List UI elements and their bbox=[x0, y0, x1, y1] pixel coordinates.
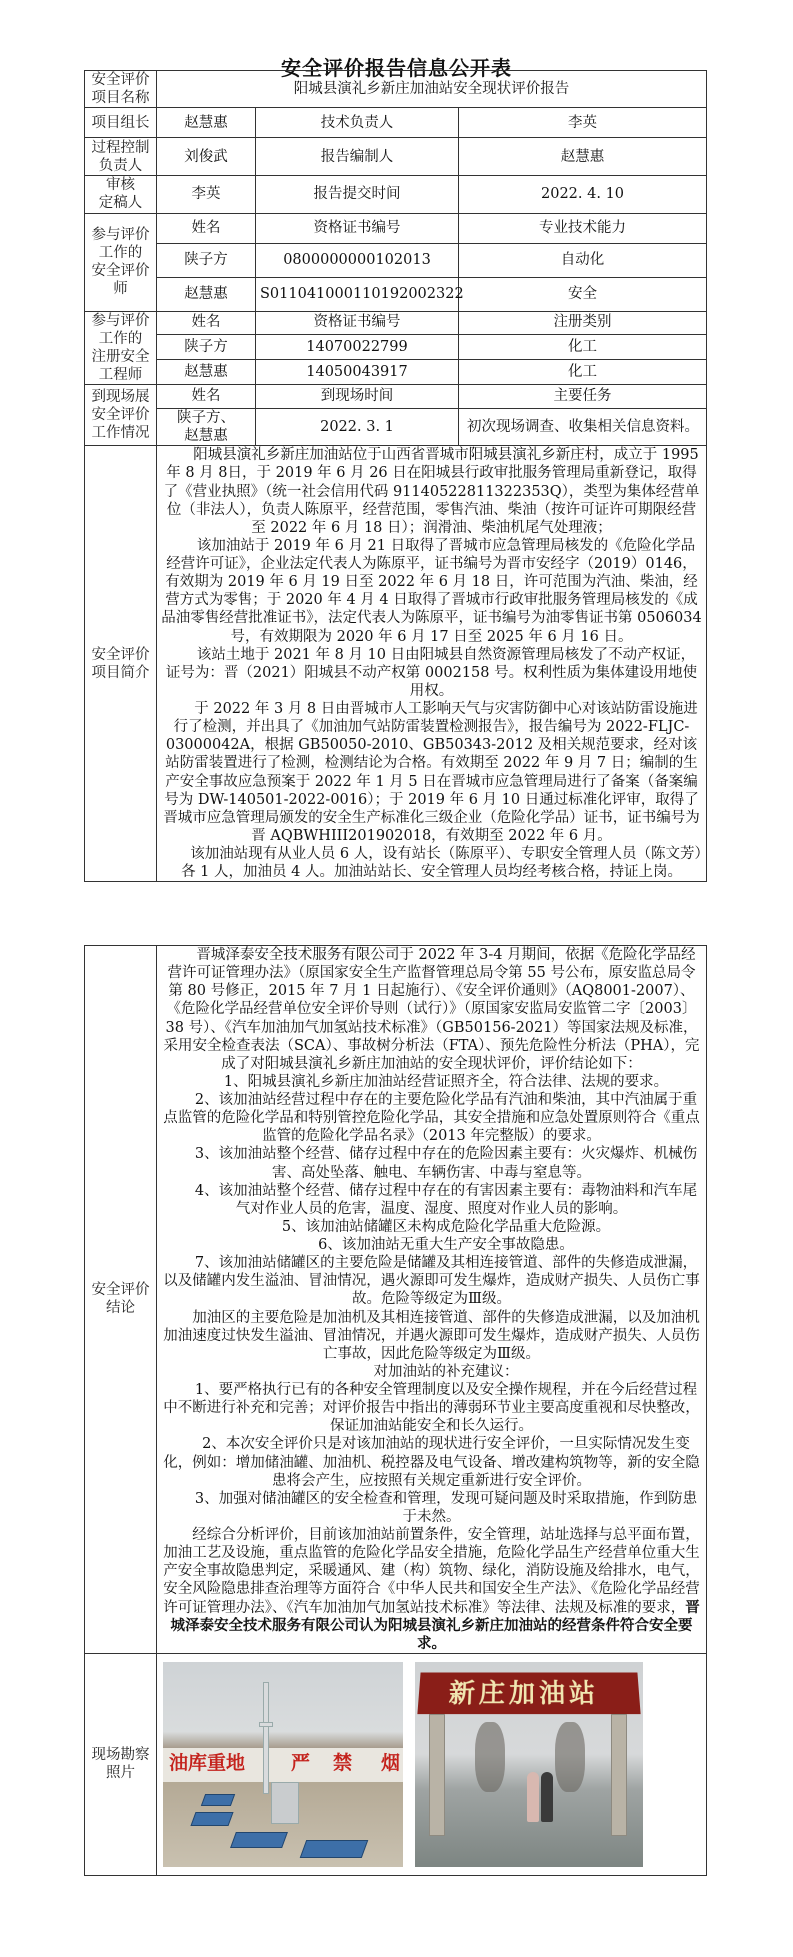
tank-cover bbox=[190, 1812, 233, 1826]
evaluator-name: 陕子方 bbox=[157, 243, 256, 277]
conclusion-final-statement: 晋城泽泰安全技术服务有限公司认为阳城县演礼乡新庄加油站的经营条件符合安全要求。 bbox=[170, 1598, 700, 1652]
station-canopy bbox=[417, 1672, 640, 1714]
site-photo-station-entrance bbox=[415, 1662, 643, 1867]
label-leader: 项目组长 bbox=[85, 108, 157, 138]
value-process-ctrl: 刘俊武 bbox=[157, 138, 256, 176]
value-leader: 赵慧惠 bbox=[157, 108, 256, 138]
table-row bbox=[85, 334, 707, 359]
header-reg-type: 注册类别 bbox=[459, 311, 707, 334]
table-row bbox=[85, 359, 707, 384]
evaluator-skill: 安全 bbox=[459, 277, 707, 311]
summary-paragraph: 阳城县演礼乡新庄加油站位于山西省晋城市阳城县演礼乡新庄村，成立于 1995 年 8 月 8日，于 2019 年 6 月 26 日在阳城县行政审批服务管理局重新登记，取得了《营业执照》（统一社会信用代码 91140522811322353Q），类型为集体经营单位（非法人），负责人陈原平，经营范围，零售汽油、柴油（按许可证许可期限经营至 2022 年 6 月 18 日）；润滑油、柴油机尾气处理液； bbox=[163, 447, 700, 536]
value-auditor: 李英 bbox=[157, 176, 256, 213]
warning-wall bbox=[163, 1748, 403, 1782]
tree bbox=[475, 1722, 505, 1792]
canopy-column bbox=[429, 1714, 445, 1836]
conclusion-text bbox=[157, 946, 707, 1654]
photos-cell bbox=[157, 1653, 707, 1875]
wall-text: 烟 bbox=[381, 1751, 401, 1774]
engineer-name: 陕子方 bbox=[157, 334, 256, 359]
conclusion-paragraph: 对加油站的补充建议： bbox=[373, 1363, 519, 1380]
person bbox=[541, 1772, 553, 1822]
engineer-cert: 14070022799 bbox=[256, 334, 459, 359]
visit-names: 陕子方、 赵慧惠 bbox=[157, 409, 256, 446]
page-title: 安全评价报告信息公开表 bbox=[281, 56, 512, 80]
label-eval-staff: 参与评价 工作的 安全评价 师 bbox=[85, 213, 157, 311]
tank-cover bbox=[230, 1832, 288, 1848]
conclusion-paragraph: 6、该加油站无重大生产安全事故隐患。 bbox=[318, 1237, 574, 1253]
info-table bbox=[84, 70, 707, 882]
summary-paragraph: 于 2022 年 3 月 8 日由晋城市人工影响天气与灾害防御中心对该站防雷设施进行了检测，并出具了《加油加气站防雷装置检测报告》，报告编号为 2022-FLJC-03000042A，根据 GB50050-2010、GB50343-2012 及相关规范要求，经对该站防雷装置进行了检测，检测结论为合格。有效期至 2022 年 9 月 7 日；编制的生产安全事故应急预案于 2022 年 1 月 5 日在晋城市应急管理局进行了备案（备案编号为 DW-140501-2022-0016）；于 2019 年 6 月 10 日通过标准化评审，取得了晋城市应急管理局颁发的安全生产标准化三级企业（危险化学品）证书，证书编号为晋 AQBWHIII201902018，有效期至 2022 年 6 月。 bbox=[163, 701, 700, 844]
conclusion-paragraph: 1、要严格执行已有的各种安全管理制度以及安全操作规程，并在今后经营过程中不断进行补充和完善；对评价报告中指出的薄弱环节业主要高度重视和尽快整改，保证加油站能安全和长久运行。 bbox=[163, 1382, 700, 1435]
tree bbox=[555, 1722, 585, 1792]
label-auditor: 审核 定稿人 bbox=[85, 176, 157, 213]
conclusion-paragraph: 加油区的主要危险是加油机及其相连接管道、部件的失修造成泄漏，以及加油机加油速度过快发生溢油、冒油情况，并遇火源即可发生爆炸，造成财产损失、人员伤亡事故，因此危险等级定为Ⅲ级。 bbox=[163, 1309, 700, 1362]
table-row bbox=[85, 277, 707, 311]
site-photo-tank-area bbox=[163, 1662, 403, 1867]
wall-text: 油库重地 bbox=[169, 1751, 246, 1774]
label-process-ctrl: 过程控制 负责人 bbox=[85, 138, 157, 176]
station-sign-text: 新庄加油站 bbox=[448, 1679, 600, 1709]
label-photos: 现场勘察 照片 bbox=[85, 1653, 157, 1875]
conclusion-paragraph: 晋城泽泰安全技术服务有限公司于 2022 年 3-4 月期间，依据《危险化学品经营许可证管理办法》（原国家安全生产监督管理总局令第 55 号公布，原安监总局令第 80 号修正，2015 年 7 月 1 日起施行）、《安全评价通则》（AQ8001-2007）、《危险化学品经营单位安全评价导则（试行）》（原国家安监局安监管二字〔2003〕38 号）、《汽车加油加气加氢站技术标准》（GB50156-2021）等国家法规及标准，采用安全检查表法（SCA）、事故树分析法（FTA）、预先危险性分析法（PHA），完成了对阳城县演礼乡新庄加油站的安全现状评价，评价结论如下： bbox=[163, 947, 700, 1072]
conclusion-paragraph: 7、该加油站储罐区的主要危险是储罐及其相连接管道、部件的失修造成泄漏，以及储罐内发生溢油、冒油情况，遇火源即可发生爆炸，造成财产损失、人员伤亡事故。危险等级定为Ⅲ级。 bbox=[163, 1255, 700, 1308]
visit-time: 2022. 3. 1 bbox=[256, 409, 459, 446]
engineer-cert: 14050043917 bbox=[256, 359, 459, 384]
evaluator-cert: S011041000110192002322 bbox=[256, 277, 459, 311]
label-project-name: 安全评价 项目名称 bbox=[85, 71, 157, 108]
equipment-box bbox=[271, 1782, 299, 1824]
conclusion-paragraph: 3、加强对储油罐区的安全检查和管理，发现可疑问题及时采取措施，作到防患于未然。 bbox=[194, 1490, 698, 1525]
evaluator-skill: 自动化 bbox=[459, 243, 707, 277]
header-name: 姓名 bbox=[157, 385, 256, 409]
label-reg-engineer: 参与评价 工作的 注册安全 工程师 bbox=[85, 311, 157, 385]
engineer-name: 赵慧惠 bbox=[157, 359, 256, 384]
value-submit-time: 2022. 4. 10 bbox=[459, 176, 707, 213]
label-site-visit: 到现场展 安全评价 工作情况 bbox=[85, 385, 157, 446]
header-main-task: 主要任务 bbox=[459, 385, 707, 409]
header-cert-no: 资格证书编号 bbox=[256, 213, 459, 243]
canopy-column bbox=[611, 1714, 627, 1836]
label-submit-time: 报告提交时间 bbox=[256, 176, 459, 213]
conclusion-paragraph: 3、该加油站整个经营、储存过程中存在的危险因素主要有：火灾爆炸、机械伤害、高处坠落、触电、车辆伤害、中毒与窒息等。 bbox=[194, 1146, 698, 1181]
header-visit-time: 到现场时间 bbox=[256, 385, 459, 409]
tank-cover bbox=[300, 1840, 369, 1858]
value-tech-lead: 李英 bbox=[459, 108, 707, 138]
conclusion-paragraph: 4、该加油站整个经营、储存过程中存在的有害因素主要有：毒物油料和汽车尾气对作业人员的危害，温度、湿度、照度对作业人员的影响。 bbox=[194, 1182, 698, 1217]
person bbox=[527, 1772, 539, 1822]
header-cert-no: 资格证书编号 bbox=[256, 311, 459, 334]
vent-pipe bbox=[259, 1722, 273, 1727]
header-name: 姓名 bbox=[157, 311, 256, 334]
conclusion-table bbox=[84, 945, 707, 1876]
engineer-type: 化工 bbox=[459, 334, 707, 359]
label-writer: 报告编制人 bbox=[256, 138, 459, 176]
vent-pipe bbox=[263, 1682, 269, 1794]
value-project-name: 阳城县演礼乡新庄加油站安全现状评价报告 bbox=[157, 71, 707, 108]
label-conclusion: 安全评价 结论 bbox=[85, 946, 157, 1654]
label-summary: 安全评价 项目简介 bbox=[85, 446, 157, 882]
summary-paragraph: 该站土地于 2021 年 8 月 10 日由阳城县自然资源管理局核发了不动产权证，证号为：晋（2021）阳城县不动产权第 0002158 号。权利性质为集体建设用地使用权。 bbox=[165, 646, 698, 699]
table-row bbox=[85, 409, 707, 446]
evaluator-name: 赵慧惠 bbox=[157, 277, 256, 311]
conclusion-paragraph: 1、阳城县演礼乡新庄加油站经营证照齐全，符合法律、法规的要求。 bbox=[223, 1073, 669, 1090]
evaluator-cert: 0800000000102013 bbox=[256, 243, 459, 277]
summary-paragraph: 该加油站于 2019 年 6 月 21 日取得了晋城市应急管理局核发的《危险化学品经营许可证》，企业法定代表人为陈原平，证书编号为晋市安经字（2019）0146，有效期为 2019 年 6 月 19 日至 2022 年 6 月 18 日，许可范围为汽油、柴油，经营方式为零售；于 2020 年 4 月 4 日取得了晋城市行政审批服务管理局核发的《成品油零售经营批准证书》，法定代表人为陈原平，证书编号为油零售证书第 0506034 号，有效期限为 2020 年 6 月 17 日至 2025 年 6 月 16 日。 bbox=[161, 537, 702, 645]
engineer-type: 化工 bbox=[459, 359, 707, 384]
conclusion-paragraph: 2、该加油站经营过程中存在的主要危险化学品有汽油和柴油，其中汽油属于重点监管的危险化学品和特别管控危险化学品，其安全措施和应急处置原则符合《重点监管的危险化学品名录》（2013 年完整版）的要求。 bbox=[163, 1092, 700, 1145]
wall-text: 禁 bbox=[333, 1751, 353, 1774]
conclusion-paragraph: 2、本次安全评价只是对该加油站的现状进行安全评价，一旦实际情况发生变化，例如：增加储油罐、加油机、税控器及电气设备、增改建构筑物等，新的安全隐患将会产生，应按照有关规定重新进行安全评价。 bbox=[163, 1436, 700, 1489]
value-writer: 赵慧惠 bbox=[459, 138, 707, 176]
table-row bbox=[85, 243, 707, 277]
conclusion-paragraph: 5、该加油站储罐区未构成危险化学品重大危险源。 bbox=[281, 1218, 611, 1235]
visit-task: 初次现场调查、收集相关信息资料。 bbox=[459, 409, 707, 446]
tank-cover bbox=[201, 1794, 235, 1806]
wall-text: 严 bbox=[291, 1751, 311, 1774]
conclusion-paragraph: 经综合分析评价，目前该加油站前置条件，安全管理，站址选择与总平面布置，加油工艺及设施，重点监管的危险化学品安全措施，危险化学品生产经营单位重大生产安全事故隐患判定，采暖通风、建（构）筑物、绿化，消防设施及给排水，电气，安全风险隐患排查治理等方面符合《中华人民共和国安全生产法》、《危险化学品经营许可证管理办法》、《汽车加油加气加氢站技术标准》等法律、法规及标准的要求，晋城泽泰安全技术服务有限公司认为阳城县演礼乡新庄加油站的经营条件符合安全要求。 bbox=[163, 1527, 700, 1652]
label-tech-lead: 技术负责人 bbox=[256, 108, 459, 138]
summary-paragraph: 该加油站现有从业人员 6 人，设有站长（陈原平）、专职安全管理人员（陈文芳）各 1 人，加油员 4 人。加油站站长、安全管理人员均经考核合格，持证上岗。 bbox=[181, 846, 702, 881]
summary-text bbox=[157, 446, 707, 882]
header-name: 姓名 bbox=[157, 213, 256, 243]
header-ability: 专业技术能力 bbox=[459, 213, 707, 243]
